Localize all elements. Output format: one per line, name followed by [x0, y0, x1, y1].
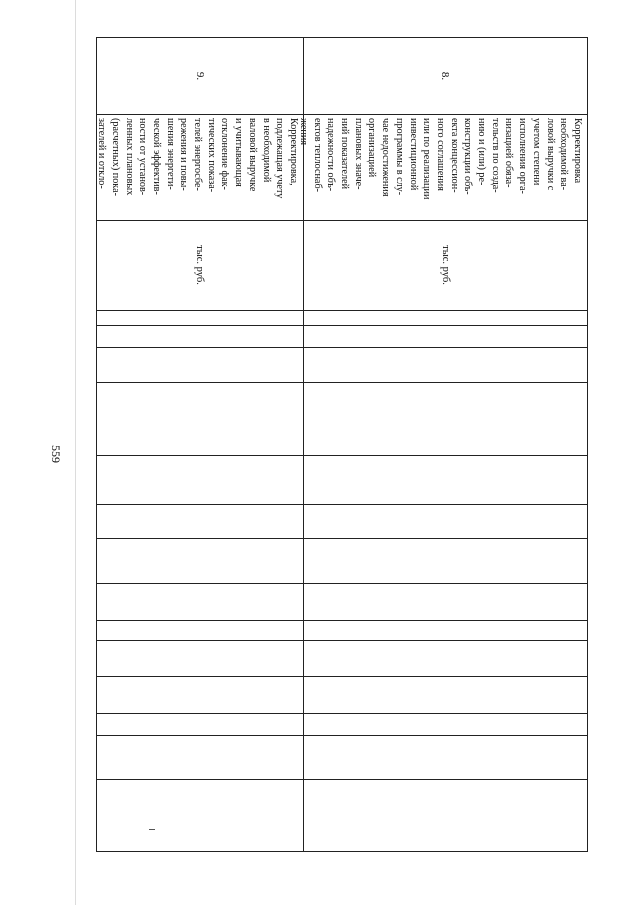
column-divider — [304, 220, 587, 221]
column-divider — [97, 713, 303, 714]
row-name-line: учетом степени — [530, 118, 542, 186]
column-divider — [97, 640, 303, 641]
column-divider — [97, 620, 303, 621]
row-name-line: Корректировка — [572, 118, 583, 184]
row-name-line: шения энергети- — [164, 118, 176, 190]
row-number: 9. — [194, 71, 206, 81]
column-divider — [304, 538, 587, 539]
row-name-line: ческой эффектив- — [150, 118, 162, 195]
row-name-line: необходимой ва- — [558, 118, 570, 191]
row-name — [297, 114, 587, 220]
column-divider — [97, 382, 303, 383]
row-name-line: ектов теплоснаб- — [311, 118, 323, 193]
row-name-line: исполнения орга- — [517, 118, 529, 194]
row-unit: тыс. руб. — [194, 245, 206, 285]
row-name-line: отклонение фак- — [219, 118, 231, 190]
column-divider — [97, 735, 303, 736]
row-name-line: плановых значе- — [352, 118, 364, 190]
row-name-line: тических показа- — [205, 118, 217, 193]
row-name-line: тельств по созда- — [489, 118, 501, 193]
row-name-line: низацией обяза- — [503, 118, 515, 188]
column-divider — [97, 220, 303, 221]
table-row — [297, 37, 588, 852]
column-divider — [304, 347, 587, 348]
column-divider — [97, 455, 303, 456]
row-name-line: зателей и откло- — [96, 118, 108, 189]
row-number: 8. — [439, 71, 452, 81]
column-divider — [304, 504, 587, 505]
row-name-line: конструкции объ- — [462, 118, 474, 195]
row-name-line: (расчетных) пока- — [109, 118, 121, 197]
column-divider — [304, 455, 587, 456]
row-name-line: ленных плановых — [123, 118, 135, 196]
column-divider — [97, 325, 303, 326]
row-name-line: в необходимой — [260, 118, 272, 183]
column-divider — [304, 676, 587, 677]
row-name-line: ности от установ- — [137, 118, 149, 196]
column-divider — [304, 310, 587, 311]
row-name-line: нию и (или) ре- — [476, 118, 488, 186]
column-divider — [97, 583, 303, 584]
row-name-line: или по реализации — [421, 118, 433, 200]
row-name-line: ного соглашения — [434, 118, 446, 191]
scan-mark — [149, 829, 155, 830]
column-divider — [97, 538, 303, 539]
column-divider — [304, 620, 587, 621]
row-name-line: ловой выручки с — [544, 118, 556, 191]
column-divider — [304, 325, 587, 326]
row-name-line: Корректировка, — [288, 118, 299, 186]
row-name-line: режения и повы- — [178, 118, 190, 191]
column-divider — [97, 504, 303, 505]
row-name-line: и учитывающая — [233, 118, 245, 187]
column-divider — [97, 347, 303, 348]
row-name-line: телей энергосбе- — [192, 118, 204, 191]
scan-edge-line — [75, 0, 76, 905]
row-name-line: чае недостижения — [380, 118, 392, 197]
column-divider — [97, 310, 303, 311]
tariff-table-landscape — [96, 37, 588, 852]
row-name-line: жения — [297, 118, 309, 146]
column-divider — [304, 583, 587, 584]
row-name-line: программы в слу- — [393, 118, 405, 196]
row-name-line: валовой выручке — [246, 118, 258, 192]
row-name-line: ний показателей — [339, 118, 351, 190]
column-divider — [97, 114, 303, 115]
column-divider — [304, 640, 587, 641]
column-divider — [97, 676, 303, 677]
column-divider — [304, 735, 587, 736]
column-divider — [304, 382, 587, 383]
row-name — [97, 114, 303, 220]
table-row — [96, 37, 304, 852]
row-name-line: надежности объ- — [325, 118, 337, 192]
row-unit: тыс. руб. — [440, 245, 451, 285]
page-number: 559 — [49, 445, 63, 463]
tariff-table — [96, 37, 588, 852]
column-divider — [304, 713, 587, 714]
column-divider — [304, 114, 587, 115]
column-divider — [304, 779, 587, 780]
row-name-line: организацией — [366, 118, 378, 178]
column-divider — [97, 779, 303, 780]
row-name-line: инвестиционной — [407, 118, 419, 191]
row-name-line: екта концессион- — [448, 118, 460, 193]
row-name-line: подлежащая учету — [274, 118, 286, 199]
